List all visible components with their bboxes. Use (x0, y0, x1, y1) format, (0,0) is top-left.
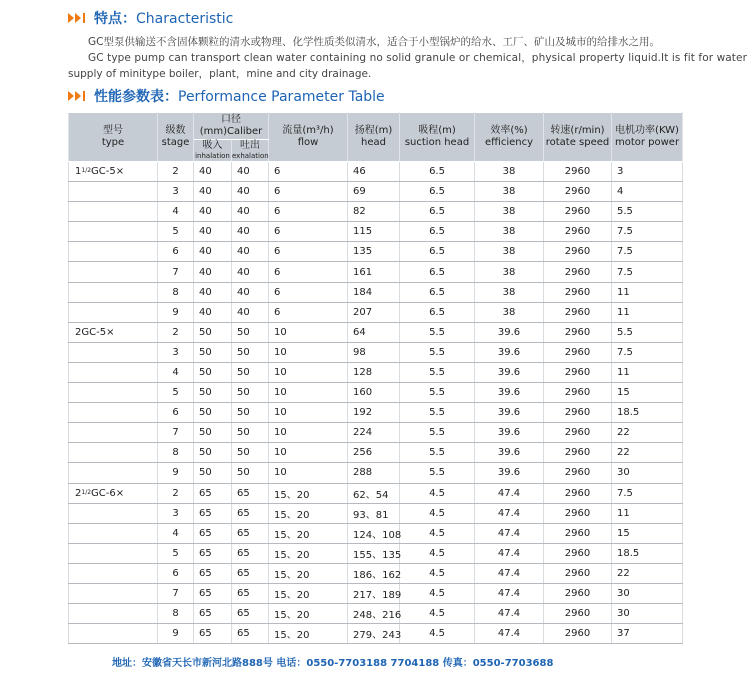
head-cell: 46 (348, 162, 400, 182)
type-cell (69, 242, 158, 262)
flow-cell: 6 (269, 222, 348, 242)
characteristic-text-cn: GC型泵供输送不含固体颗粒的清水或物理、化学性质类似清水，适合于小型锅炉的给水、工厂、矿山及城市的给排水之用。 (88, 36, 660, 48)
efficiency-cell: 39.6 (475, 322, 544, 342)
suction-cell: 6.5 (400, 222, 475, 242)
stage-cell: 9 (158, 463, 194, 483)
suction-cell: 5.5 (400, 362, 475, 382)
head-cell: 161 (348, 262, 400, 282)
speed-cell: 2960 (544, 162, 612, 182)
suction-cell: 5.5 (400, 403, 475, 423)
speed-cell: 2960 (544, 563, 612, 583)
stage-cell: 8 (158, 282, 194, 302)
type-cell (69, 423, 158, 443)
type-cell (69, 302, 158, 322)
head-cell: 82 (348, 202, 400, 222)
table-row (69, 543, 683, 563)
speed-cell: 2960 (544, 302, 612, 322)
stage-cell: 2 (158, 322, 194, 342)
suction-cell: 4.5 (400, 483, 475, 503)
head-cell: 128 (348, 362, 400, 382)
head-cell: 217、189 (348, 583, 400, 603)
exhalation-cell: 40 (232, 202, 269, 222)
suction-cell: 4.5 (400, 583, 475, 603)
suction-cell: 4.5 (400, 624, 475, 644)
inhalation-cell: 50 (194, 443, 232, 463)
table-row (69, 162, 683, 182)
characteristic-heading (68, 8, 233, 28)
suction-cell: 4.5 (400, 503, 475, 523)
efficiency-cell: 47.4 (475, 523, 544, 543)
power-cell: 37 (612, 624, 683, 644)
speed-cell: 2960 (544, 242, 612, 262)
head-cell: 93、81 (348, 503, 400, 523)
exhalation-cell: 50 (232, 443, 269, 463)
flow-cell: 10 (269, 463, 348, 483)
type-cell (69, 604, 158, 624)
head-cell: 184 (348, 282, 400, 302)
header-suction: 吸程(m) suction head (400, 113, 475, 162)
performance-heading (68, 86, 385, 106)
power-cell: 15 (612, 383, 683, 403)
stage-cell: 9 (158, 624, 194, 644)
exhalation-cell: 40 (232, 262, 269, 282)
speed-cell: 2960 (544, 342, 612, 362)
speed-cell: 2960 (544, 523, 612, 543)
table-row (69, 523, 683, 543)
inhalation-cell: 65 (194, 624, 232, 644)
stage-cell: 9 (158, 302, 194, 322)
type-cell (69, 503, 158, 523)
efficiency-cell: 39.6 (475, 362, 544, 382)
flow-cell: 6 (269, 202, 348, 222)
head-cell: 155、135 (348, 543, 400, 563)
power-cell: 11 (612, 302, 683, 322)
stage-cell: 5 (158, 383, 194, 403)
header-speed: 转速(r/min) rotate speed (544, 113, 612, 162)
speed-cell: 2960 (544, 624, 612, 644)
stage-cell: 4 (158, 523, 194, 543)
speed-cell: 2960 (544, 583, 612, 603)
power-cell: 11 (612, 362, 683, 382)
header-type: 型号 type (69, 113, 158, 162)
double-arrow-icon (68, 13, 86, 23)
table-row (69, 222, 683, 242)
inhalation-cell: 65 (194, 563, 232, 583)
table-row (69, 362, 683, 382)
header-power: 电机功率(KW) motor power (612, 113, 683, 162)
table-row (69, 342, 683, 362)
exhalation-cell: 65 (232, 604, 269, 624)
head-cell: 124、108 (348, 523, 400, 543)
efficiency-cell: 47.4 (475, 563, 544, 583)
flow-cell: 15、20 (269, 604, 348, 624)
power-cell: 7.5 (612, 342, 683, 362)
inhalation-cell: 65 (194, 583, 232, 603)
type-cell (69, 342, 158, 362)
exhalation-cell: 50 (232, 423, 269, 443)
performance-table (68, 112, 683, 644)
table-row (69, 282, 683, 302)
stage-cell: 7 (158, 423, 194, 443)
head-cell: 256 (348, 443, 400, 463)
type-cell (69, 563, 158, 583)
characteristic-text-en-1: GC type pump can transport clean water containing no solid granule or chemical，physical property liquid.It is fit for water (88, 52, 747, 64)
suction-cell: 6.5 (400, 202, 475, 222)
power-cell: 7.5 (612, 483, 683, 503)
table-row (69, 483, 683, 503)
power-cell: 18.5 (612, 543, 683, 563)
suction-cell: 6.5 (400, 162, 475, 182)
stage-cell: 6 (158, 403, 194, 423)
type-cell (69, 383, 158, 403)
type-cell (69, 523, 158, 543)
inhalation-cell: 40 (194, 182, 232, 202)
speed-cell: 2960 (544, 604, 612, 624)
efficiency-cell: 38 (475, 202, 544, 222)
inhalation-cell: 50 (194, 423, 232, 443)
efficiency-cell: 38 (475, 302, 544, 322)
flow-cell: 15、20 (269, 483, 348, 503)
efficiency-cell: 38 (475, 182, 544, 202)
inhalation-cell: 65 (194, 523, 232, 543)
stage-cell: 3 (158, 182, 194, 202)
header-caliber: 口径(mm)Caliber (194, 113, 269, 140)
type-cell (69, 463, 158, 483)
speed-cell: 2960 (544, 423, 612, 443)
speed-cell: 2960 (544, 182, 612, 202)
head-cell: 135 (348, 242, 400, 262)
speed-cell: 2960 (544, 282, 612, 302)
flow-cell: 10 (269, 342, 348, 362)
suction-cell: 4.5 (400, 523, 475, 543)
header-head: 扬程(m) head (348, 113, 400, 162)
table-row (69, 403, 683, 423)
type-cell (69, 282, 158, 302)
header-inhalation: 吸入 inhalation (195, 140, 230, 160)
head-cell: 62、54 (348, 483, 400, 503)
efficiency-cell: 47.4 (475, 604, 544, 624)
exhalation-cell: 50 (232, 463, 269, 483)
type-cell (69, 583, 158, 603)
speed-cell: 2960 (544, 483, 612, 503)
exhalation-cell: 65 (232, 483, 269, 503)
power-cell: 18.5 (612, 403, 683, 423)
head-cell: 192 (348, 403, 400, 423)
efficiency-cell: 39.6 (475, 423, 544, 443)
speed-cell: 2960 (544, 222, 612, 242)
inhalation-cell: 50 (194, 403, 232, 423)
head-cell: 64 (348, 322, 400, 342)
efficiency-cell: 39.6 (475, 463, 544, 483)
speed-cell: 2960 (544, 403, 612, 423)
head-cell: 115 (348, 222, 400, 242)
flow-cell: 6 (269, 262, 348, 282)
type-cell: $1^{1/2}GC-5\times$ (69, 162, 158, 182)
efficiency-cell: 39.6 (475, 443, 544, 463)
efficiency-cell: 38 (475, 282, 544, 302)
suction-cell: 5.5 (400, 342, 475, 362)
inhalation-cell: 65 (194, 503, 232, 523)
speed-cell: 2960 (544, 202, 612, 222)
flow-cell: 15、20 (269, 523, 348, 543)
table-row (69, 182, 683, 202)
performance-title-cn: 性能参数表： (94, 89, 178, 105)
table-row (69, 262, 683, 282)
power-cell: 5.5 (612, 202, 683, 222)
header-efficiency: 效率(%) efficiency (475, 113, 544, 162)
power-cell: 22 (612, 563, 683, 583)
stage-cell: 2 (158, 483, 194, 503)
table-row (69, 563, 683, 583)
inhalation-cell: 50 (194, 383, 232, 403)
stage-cell: 5 (158, 543, 194, 563)
stage-cell: 4 (158, 362, 194, 382)
head-cell: 160 (348, 383, 400, 403)
suction-cell: 6.5 (400, 282, 475, 302)
speed-cell: 2960 (544, 543, 612, 563)
table-row (69, 503, 683, 523)
inhalation-cell: 65 (194, 604, 232, 624)
efficiency-cell: 39.6 (475, 403, 544, 423)
speed-cell: 2960 (544, 362, 612, 382)
suction-cell: 6.5 (400, 262, 475, 282)
type-cell (69, 222, 158, 242)
characteristic-title-en: Characteristic (136, 11, 234, 27)
type-cell: 2GC-5× (69, 322, 158, 342)
stage-cell: 8 (158, 443, 194, 463)
power-cell: 11 (612, 503, 683, 523)
exhalation-cell: 40 (232, 182, 269, 202)
flow-cell: 10 (269, 362, 348, 382)
type-cell (69, 202, 158, 222)
table-row (69, 463, 683, 483)
characteristic-title-cn: 特点： (94, 11, 136, 27)
inhalation-cell: 40 (194, 202, 232, 222)
exhalation-cell: 40 (232, 302, 269, 322)
exhalation-cell: 65 (232, 543, 269, 563)
head-cell: 98 (348, 342, 400, 362)
flow-cell: 6 (269, 162, 348, 182)
exhalation-cell: 65 (232, 563, 269, 583)
table-row (69, 583, 683, 603)
double-arrow-icon (68, 91, 86, 101)
exhalation-cell: 50 (232, 383, 269, 403)
power-cell: 15 (612, 523, 683, 543)
table-row (69, 423, 683, 443)
efficiency-cell: 39.6 (475, 383, 544, 403)
suction-cell: 5.5 (400, 322, 475, 342)
performance-title-en: Performance Parameter Table (178, 89, 385, 105)
power-cell: 3 (612, 162, 683, 182)
flow-cell: 10 (269, 443, 348, 463)
efficiency-cell: 38 (475, 222, 544, 242)
exhalation-cell: 65 (232, 583, 269, 603)
inhalation-cell: 40 (194, 262, 232, 282)
power-cell: 30 (612, 604, 683, 624)
type-cell (69, 543, 158, 563)
stage-cell: 3 (158, 503, 194, 523)
efficiency-cell: 47.4 (475, 503, 544, 523)
head-cell: 186、162 (348, 563, 400, 583)
table-row (69, 604, 683, 624)
inhalation-cell: 40 (194, 162, 232, 182)
stage-cell: 6 (158, 242, 194, 262)
power-cell: 4 (612, 182, 683, 202)
head-cell: 224 (348, 423, 400, 443)
exhalation-cell: 40 (232, 162, 269, 182)
stage-cell: 7 (158, 262, 194, 282)
efficiency-cell: 38 (475, 262, 544, 282)
efficiency-cell: 38 (475, 162, 544, 182)
type-cell (69, 362, 158, 382)
flow-cell: 10 (269, 403, 348, 423)
flow-cell: 15、20 (269, 624, 348, 644)
header-exhalation: 吐出 exhalation (232, 140, 269, 160)
suction-cell: 5.5 (400, 443, 475, 463)
power-cell: 7.5 (612, 222, 683, 242)
efficiency-cell: 47.4 (475, 543, 544, 563)
power-cell: 7.5 (612, 242, 683, 262)
suction-cell: 6.5 (400, 242, 475, 262)
table-row (69, 624, 683, 644)
table-body (69, 162, 683, 644)
speed-cell: 2960 (544, 443, 612, 463)
exhalation-cell: 50 (232, 342, 269, 362)
head-cell: 69 (348, 182, 400, 202)
inhalation-cell: 40 (194, 282, 232, 302)
flow-cell: 6 (269, 242, 348, 262)
exhalation-cell: 65 (232, 624, 269, 644)
exhalation-cell: 40 (232, 282, 269, 302)
flow-cell: 10 (269, 322, 348, 342)
table-header (69, 113, 683, 162)
exhalation-cell: 50 (232, 362, 269, 382)
characteristic-text (68, 34, 747, 82)
table-row (69, 443, 683, 463)
power-cell: 22 (612, 443, 683, 463)
stage-cell: 7 (158, 583, 194, 603)
inhalation-cell: 50 (194, 342, 232, 362)
stage-cell: 2 (158, 162, 194, 182)
power-cell: 30 (612, 583, 683, 603)
inhalation-cell: 50 (194, 463, 232, 483)
speed-cell: 2960 (544, 383, 612, 403)
exhalation-cell: 65 (232, 523, 269, 543)
efficiency-cell: 38 (475, 242, 544, 262)
stage-cell: 6 (158, 563, 194, 583)
efficiency-cell: 47.4 (475, 583, 544, 603)
type-cell: $2^{1/2}GC-6\times$ (69, 483, 158, 503)
inhalation-cell: 40 (194, 242, 232, 262)
speed-cell: 2960 (544, 463, 612, 483)
type-cell (69, 443, 158, 463)
flow-cell: 6 (269, 182, 348, 202)
inhalation-cell: 65 (194, 543, 232, 563)
type-cell (69, 262, 158, 282)
table-row (69, 242, 683, 262)
efficiency-cell: 47.4 (475, 624, 544, 644)
power-cell: 5.5 (612, 322, 683, 342)
suction-cell: 4.5 (400, 563, 475, 583)
header-stage: 级数 stage (158, 113, 194, 162)
head-cell: 207 (348, 302, 400, 322)
flow-cell: 15、20 (269, 563, 348, 583)
type-cell (69, 624, 158, 644)
suction-cell: 5.5 (400, 423, 475, 443)
power-cell: 22 (612, 423, 683, 443)
header-flow: 流量(m³/h) flow (269, 113, 348, 162)
suction-cell: 5.5 (400, 463, 475, 483)
suction-cell: 6.5 (400, 182, 475, 202)
inhalation-cell: 50 (194, 362, 232, 382)
table-row (69, 322, 683, 342)
suction-cell: 5.5 (400, 383, 475, 403)
power-cell: 30 (612, 463, 683, 483)
table-row (69, 302, 683, 322)
type-cell (69, 403, 158, 423)
suction-cell: 4.5 (400, 543, 475, 563)
flow-cell: 10 (269, 383, 348, 403)
table-row (69, 383, 683, 403)
flow-cell: 15、20 (269, 503, 348, 523)
head-cell: 279、243 (348, 624, 400, 644)
inhalation-cell: 40 (194, 302, 232, 322)
stage-cell: 8 (158, 604, 194, 624)
inhalation-cell: 50 (194, 322, 232, 342)
flow-cell: 6 (269, 282, 348, 302)
efficiency-cell: 39.6 (475, 342, 544, 362)
inhalation-cell: 40 (194, 222, 232, 242)
stage-cell: 4 (158, 202, 194, 222)
exhalation-cell: 40 (232, 222, 269, 242)
flow-cell: 10 (269, 423, 348, 443)
contact-footer: 地址：安徽省天长市新河北路888号 电话：0550-7703188 7704188 传真：0550-7703688 (112, 658, 554, 669)
characteristic-text-en-2: supply of minitype boiler，plant，mine and city drainage. (68, 68, 372, 80)
flow-cell: 15、20 (269, 543, 348, 563)
efficiency-cell: 47.4 (475, 483, 544, 503)
exhalation-cell: 40 (232, 242, 269, 262)
speed-cell: 2960 (544, 262, 612, 282)
head-cell: 248、216 (348, 604, 400, 624)
table-row (69, 202, 683, 222)
head-cell: 288 (348, 463, 400, 483)
suction-cell: 4.5 (400, 604, 475, 624)
flow-cell: 6 (269, 302, 348, 322)
exhalation-cell: 50 (232, 322, 269, 342)
exhalation-cell: 50 (232, 403, 269, 423)
speed-cell: 2960 (544, 503, 612, 523)
type-cell (69, 182, 158, 202)
suction-cell: 6.5 (400, 302, 475, 322)
power-cell: 7.5 (612, 262, 683, 282)
speed-cell: 2960 (544, 322, 612, 342)
flow-cell: 15、20 (269, 583, 348, 603)
stage-cell: 3 (158, 342, 194, 362)
exhalation-cell: 65 (232, 503, 269, 523)
power-cell: 11 (612, 282, 683, 302)
stage-cell: 5 (158, 222, 194, 242)
inhalation-cell: 65 (194, 483, 232, 503)
